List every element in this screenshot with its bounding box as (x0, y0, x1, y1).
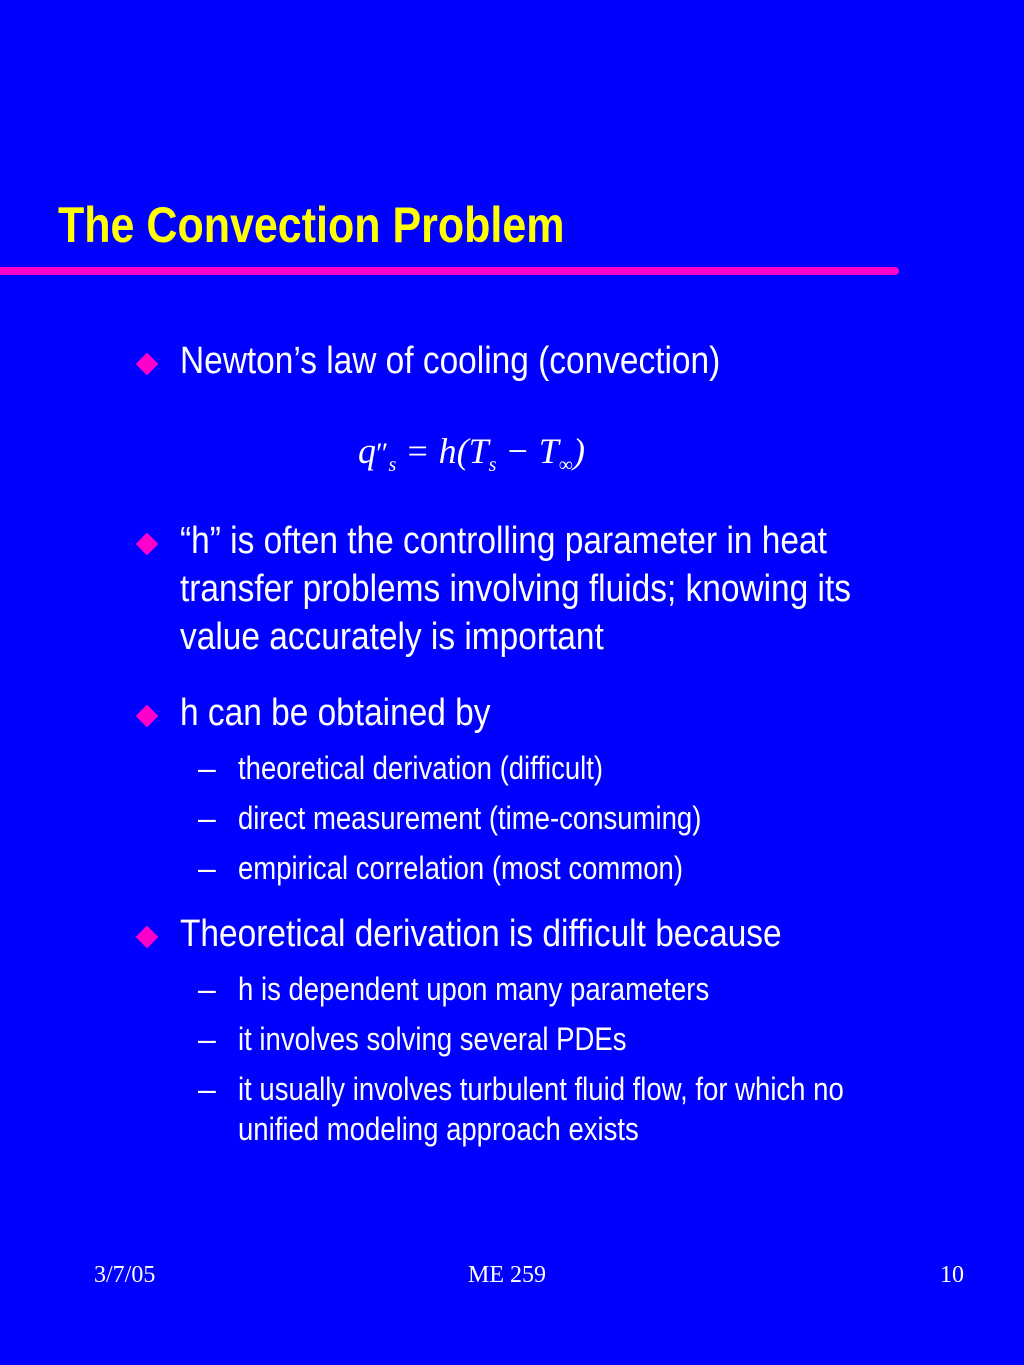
newton-cooling-formula: $q''_s = h(T_s - T_\infty)$ (358, 431, 585, 476)
sub-item: h is dependent upon many parameters (238, 971, 710, 1007)
sub-item: direct measurement (time-consuming) (238, 800, 702, 836)
dash-icon: – (198, 850, 216, 886)
dash-icon: – (198, 750, 216, 786)
title-underline (0, 267, 899, 275)
dash-icon: – (198, 1021, 216, 1057)
bullet-diamond-icon (136, 353, 159, 376)
bullet-1: Newton’s law of cooling (convection) (180, 340, 721, 382)
bullet-3: h can be obtained by (180, 692, 491, 734)
sub-item: it involves solving several PDEs (238, 1021, 627, 1057)
dash-icon: – (198, 1071, 216, 1107)
dash-icon: – (198, 800, 216, 836)
bullet-4: Theoretical derivation is difficult because (180, 913, 782, 955)
bullet-2: “h” is often the controlling parameter in heat transfer problems involving fluids; knowing its value accurately is important (180, 520, 851, 658)
sub-item: empirical correlation (most common) (238, 850, 684, 886)
sub-item: it usually involves turbulent fluid flow, for which no unified modeling approach exists (238, 1071, 844, 1147)
dash-icon: – (198, 971, 216, 1007)
bullet-diamond-icon (136, 926, 159, 949)
footer-course: ME 259 (468, 1262, 546, 1288)
footer-page-number: 10 (940, 1262, 964, 1288)
footer-date: 3/7/05 (94, 1262, 156, 1288)
sub-item: theoretical derivation (difficult) (238, 750, 604, 786)
slide-title: The Convection Problem (58, 197, 565, 253)
bullet-diamond-icon (136, 533, 159, 556)
bullet-diamond-icon (136, 705, 159, 728)
